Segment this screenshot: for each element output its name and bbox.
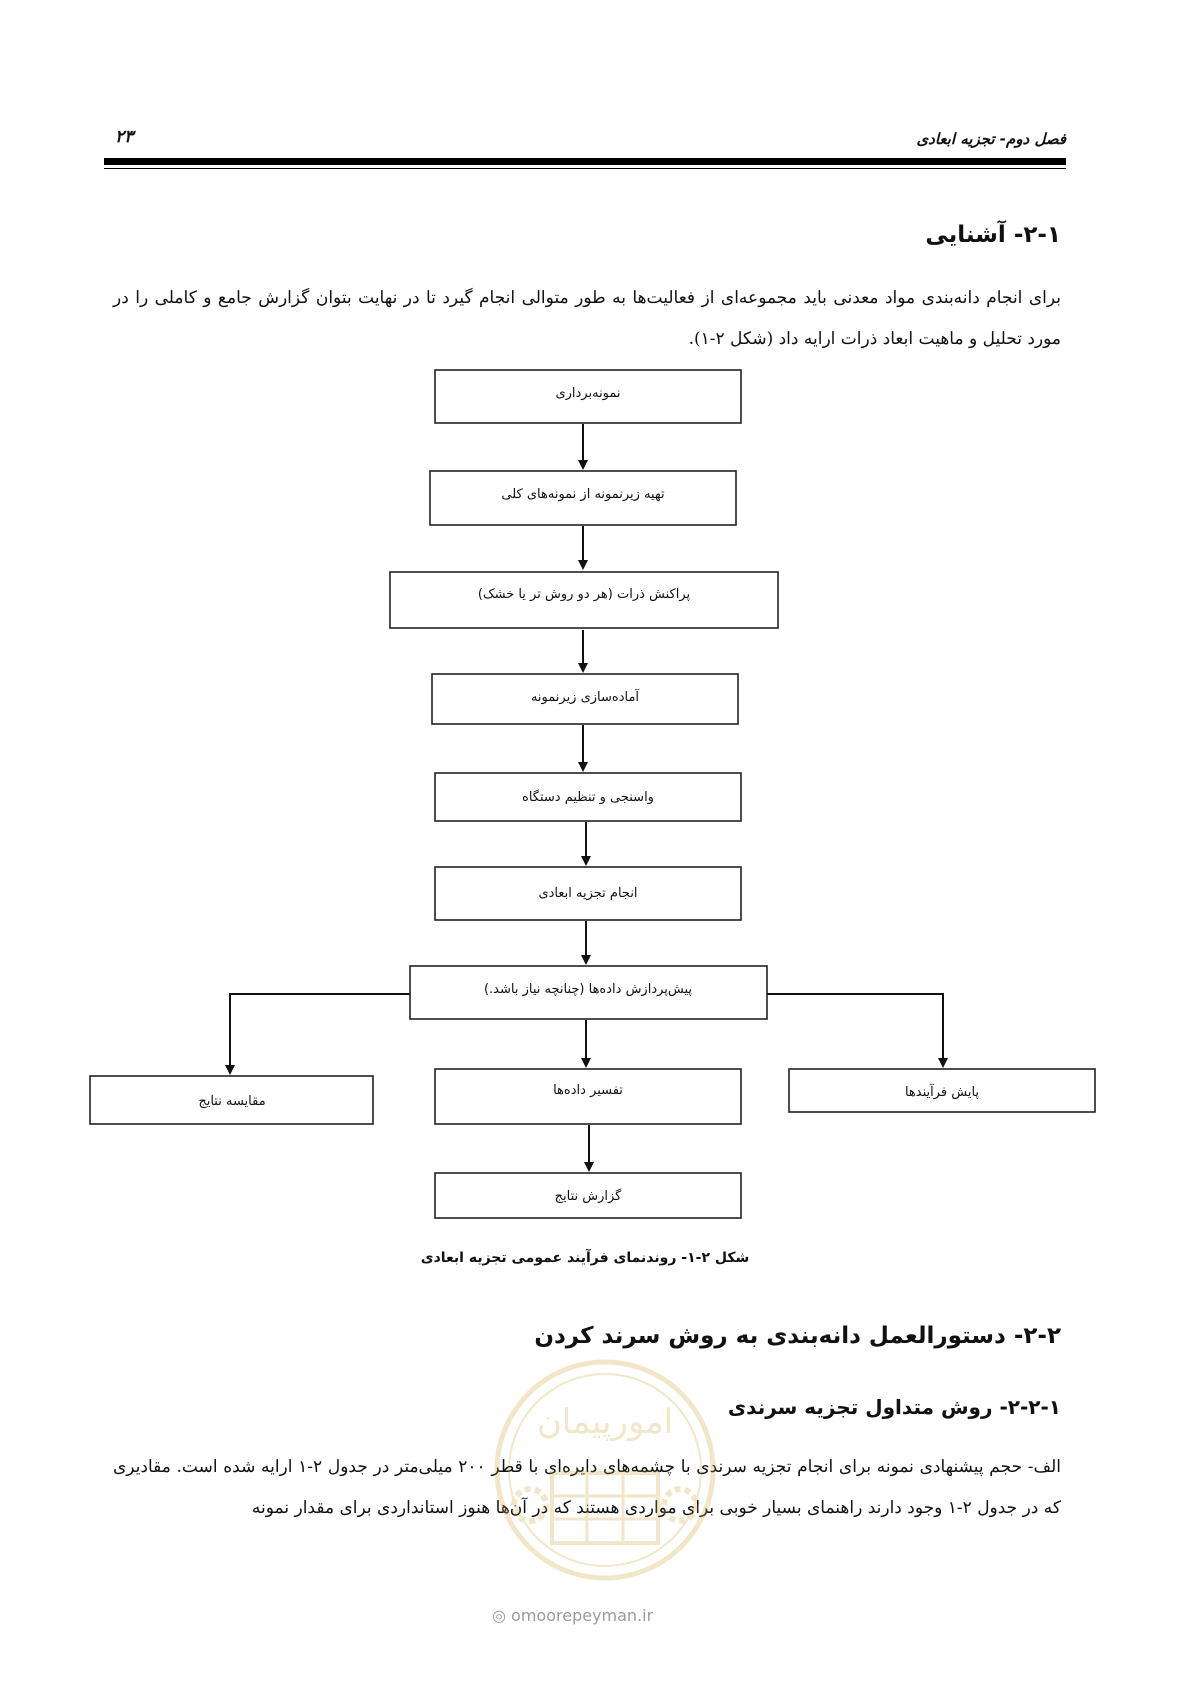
box-interpret — [435, 1069, 741, 1124]
chapter-title: فصل دوم- تجزیه ابعادی — [916, 130, 1066, 148]
section-heading-intro: ۲-۱- آشنایی — [925, 222, 1061, 248]
box-analysis — [435, 867, 741, 920]
box-dispersion — [390, 572, 778, 628]
box-compare-label: مقایسه نتایج — [198, 1094, 266, 1109]
box-analysis-label: انجام تجزیه ابعادی — [538, 886, 638, 901]
box-compare — [90, 1076, 373, 1124]
box-calibration — [435, 773, 741, 821]
box-monitor-label: پایش فرآیندها — [904, 1085, 980, 1100]
arrow-preprocess-to-compare — [230, 994, 410, 1073]
intro-paragraph: برای انجام دانه‌بندی مواد معدنی باید مجموعه‌ای از فعالیت‌ها به طور متوالی انجام گیرد تا در نهایت بتوان گزارش جامع و کاملی را در مورد تحلیل و ماهیت ابعاد ذرات ارایه داد (شکل ۲-۱). — [113, 288, 1061, 349]
box-calibration-label: واسنجی و تنظیم دستگاه — [522, 790, 654, 805]
sieve-method-paragraph: الف- حجم پیشنهادی نمونه برای انجام تجزیه سرندی با چشمه‌های دایره‌ای با قطر ۲۰۰ میلی‌متر در جدول ۲-۱ ارایه شده است. مقادیری که در جدول ۲-۱ وجود دارند راهنمای بسیار خوبی برای مواردی هستند که در آن‌ها هنوز استانداردی برای مقدار نمونه — [113, 1457, 1061, 1518]
box-subsample-prep — [430, 471, 736, 525]
box-interpret-label: تفسیر داده‌ها — [553, 1083, 623, 1098]
box-report-label: گزارش نتایج — [554, 1189, 622, 1204]
box-monitor — [789, 1069, 1095, 1112]
box-preprocess-label: پیش‌پردازش داده‌ها (چنانچه نیاز باشد.) — [483, 982, 693, 997]
arrow-preprocess-to-monitor — [766, 994, 943, 1066]
watermark-url-text: omoorepeyman.ir — [511, 1606, 654, 1625]
figure-caption: شکل ۲-۱- روندنمای فرآیند عمومی تجزیه ابعادی — [420, 1250, 750, 1266]
box-preprocess — [410, 966, 767, 1019]
box-subsample-ready-label: آماده‌سازی زیرنمونه — [530, 690, 640, 705]
box-report — [435, 1173, 741, 1218]
box-subsample-prep-label: تهیه زیرنمونه از نمونه‌های کلی — [501, 487, 665, 502]
watermark-logo-text: امورپیمان — [536, 1402, 674, 1442]
box-subsample-ready — [432, 674, 738, 724]
box-dispersion-label: پراکنش ذرات (هر دو روش تر یا خشک) — [477, 587, 691, 602]
watermark-url: ◎ omoorepeyman.ir — [492, 1606, 654, 1625]
subsection-heading-sieve-method: ۲-۲-۱- روش متداول تجزیه سرندی — [727, 1395, 1061, 1419]
box-sampling-label: نمونه‌برداری — [555, 386, 621, 401]
box-sampling — [435, 370, 741, 423]
section-heading-sieving: ۲-۲- دستورالعمل دانه‌بندی به روش سرند کردن — [534, 1323, 1061, 1349]
page-number: ۲۳ — [115, 127, 134, 147]
watermark-logo — [490, 1355, 720, 1585]
